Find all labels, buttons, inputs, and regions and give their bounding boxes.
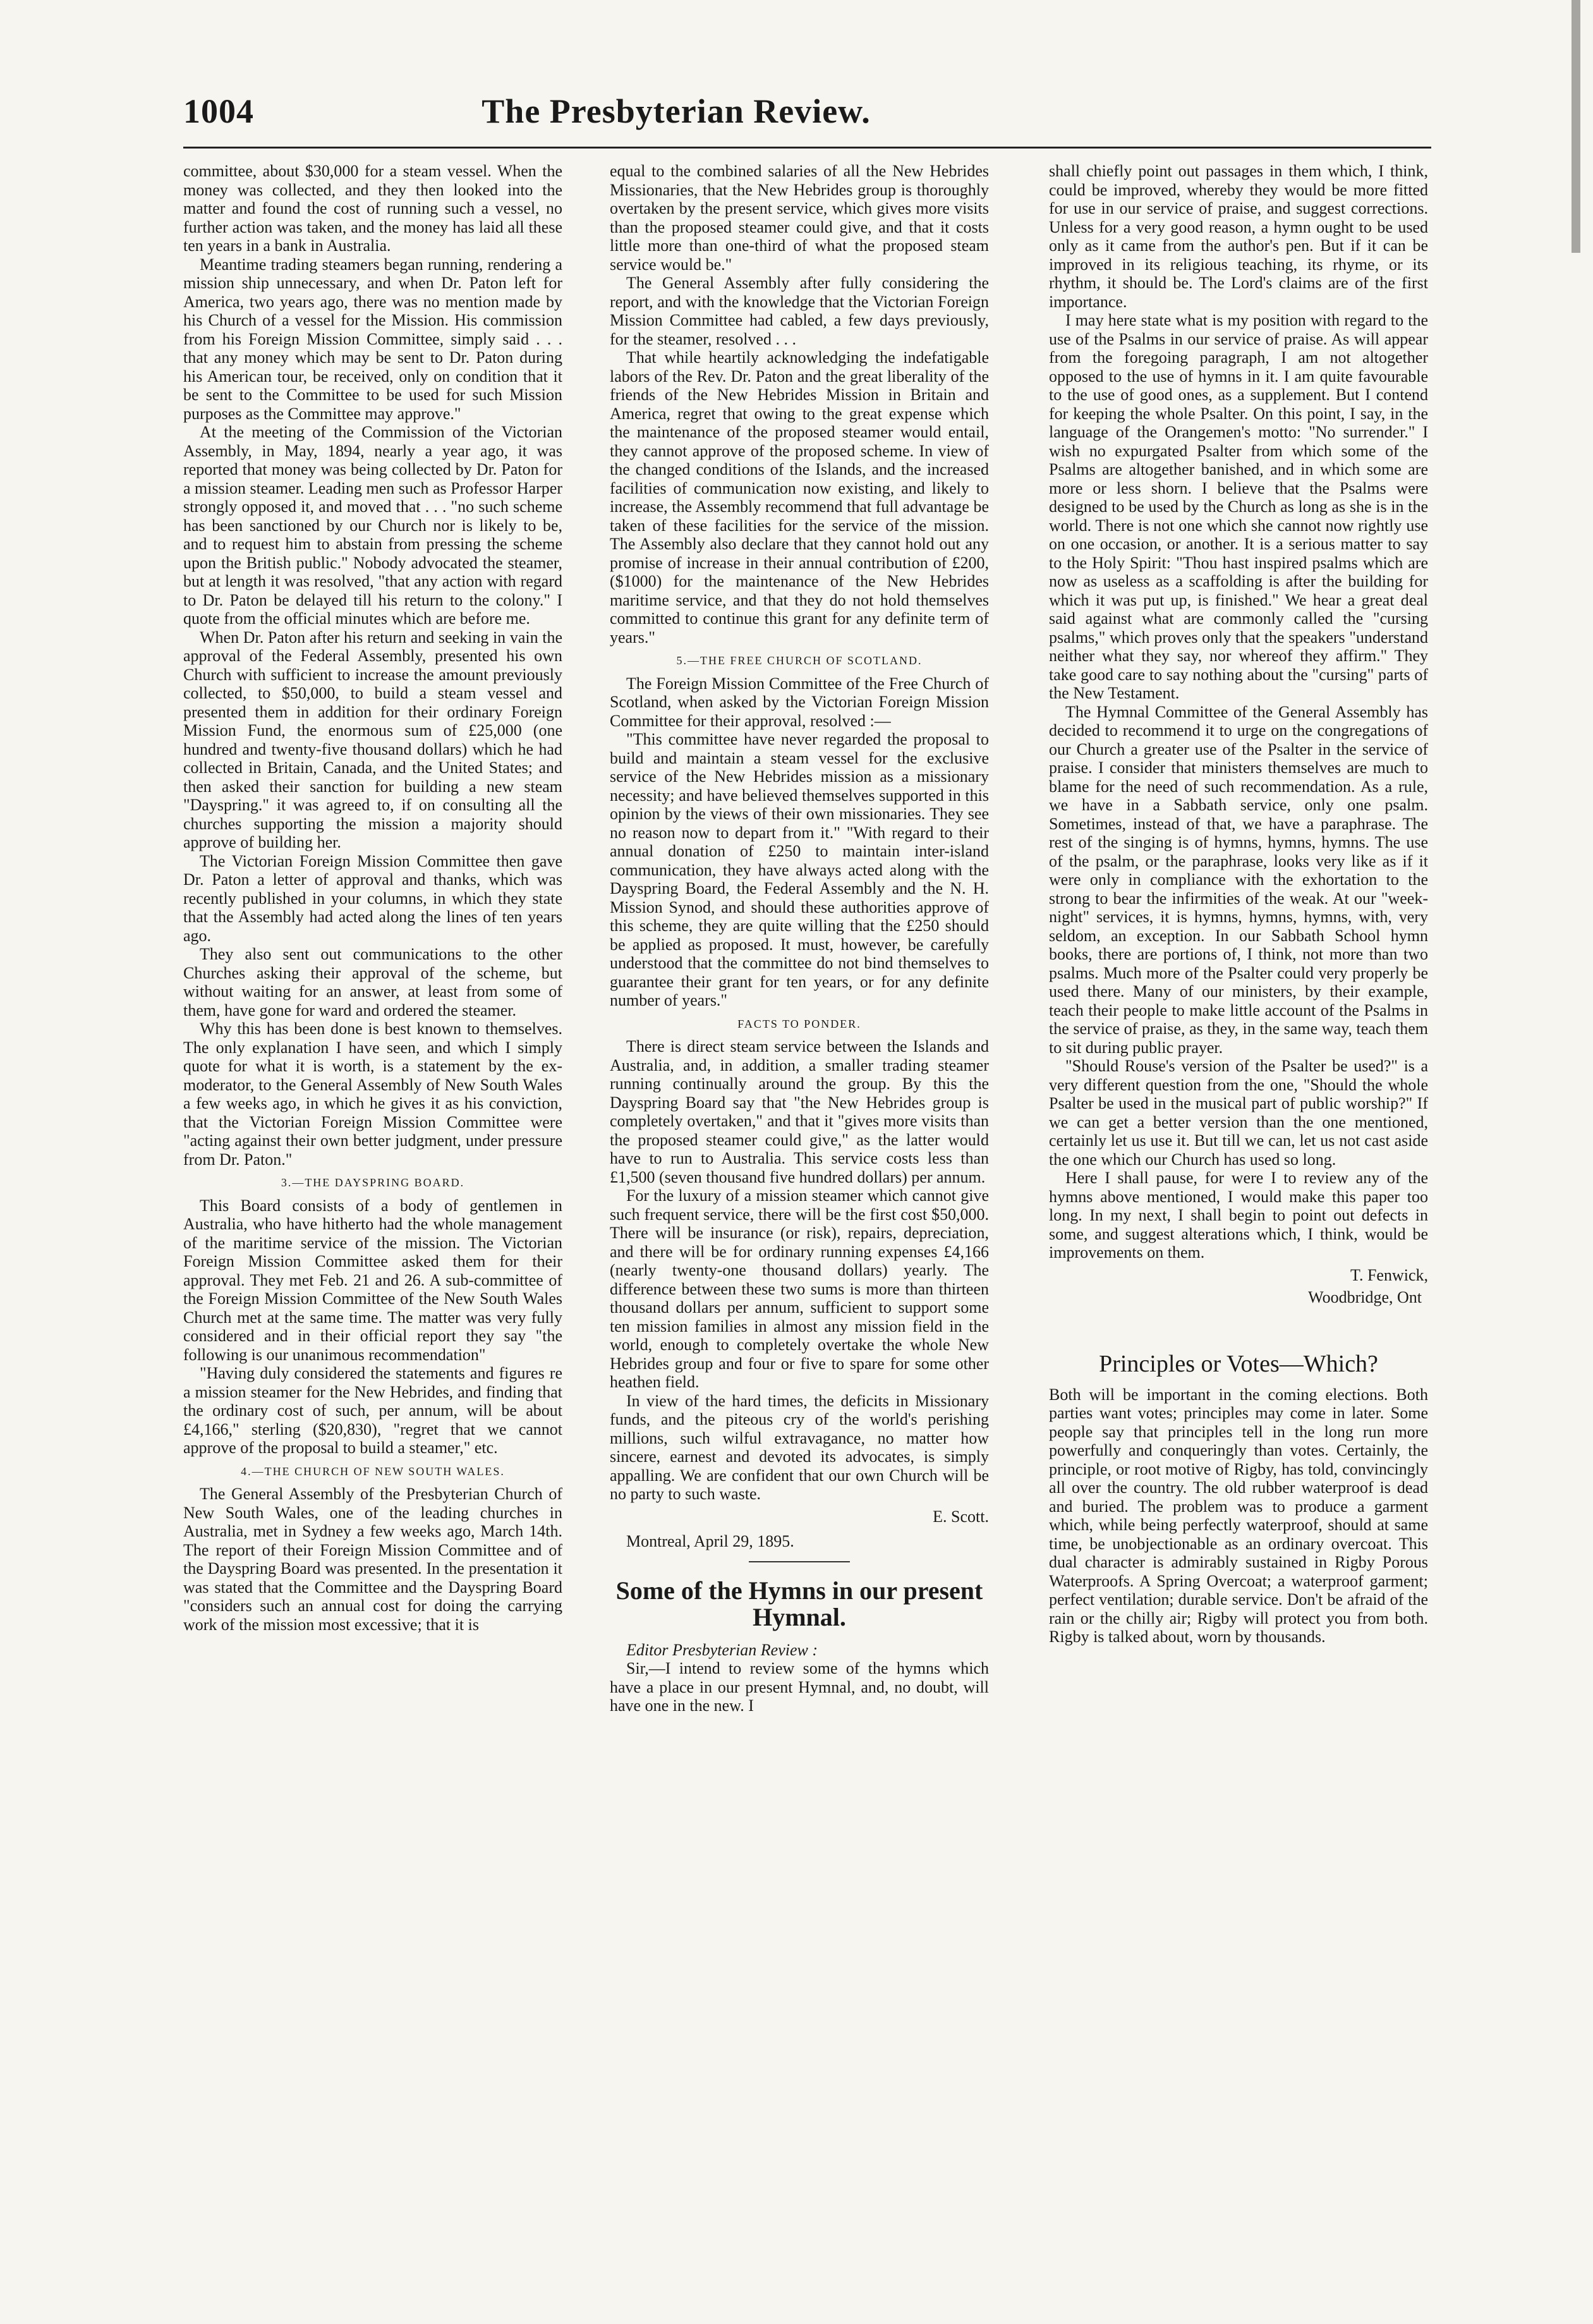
page-number: 1004 xyxy=(183,92,254,130)
section-heading: FACTS TO PONDER. xyxy=(737,1017,861,1030)
article-title: Some of the Hymns in our present Hymnal. xyxy=(615,1576,983,1631)
paragraph: I may here state what is my position with regard to the use of the Psalms in our service of praise. As will appear from the foregoing paragraph, I am not altogether opposed to the use of hymns in it. I am quite favourable to the use of good ones, as a supplement. But I contend for keeping the whole Psalter. On this point, I say, in the language of the Orangemen's motto: "No surrender." I wish no expurgated Psalter from which some of the Psalms are altogether banished, and in which some are more or less shorn. I believe that the Psalms were designed to be used by the Church as long as she is in the world. There is not one which she cannot now rightly use on one occasion, or another. It is a serious matter to say to the Holy Spirit: "Thou hast inspired psalms which are now as useless as a scaffolding is after the building for which it was put up, is finished." We hear a great deal said against what are commonly called the "cursing psalms," which proves only that the speakers "understand neither what they say, nor whereof they affirm." They take good care to say nothing about the "cursing" parts of the New Testament. xyxy=(1049,311,1428,702)
dateline: Montreal, April 29, 1895. xyxy=(626,1532,794,1550)
page-edge-mark xyxy=(1572,0,1580,253)
paragraph: That while heartily acknowledging the indefatigable labors of the Rev. Dr. Paton and the great liberality of the friends of the New Hebrides Mission in Britain and America, regret that owing to the great expense which the maintenance of the proposed steamer would entail, they cannot approve of the proposed scheme. In view of the changed conditions of the Islands, and the increased facilities of communication now existing, and likely to increase, the Assembly recommend that full advantage be taken of these facilities for the service of the mission. The Assembly also declare that they cannot hold out any promise of increase in their annual contribution of £200, ($1000) for the maintenance of the New Hebrides maritime service, and that they do not hold themselves committed to continue this grant for any definite term of years." xyxy=(610,348,989,647)
signature: E. Scott. xyxy=(933,1507,989,1526)
paragraph: The General Assembly after fully considering the report, and with the knowledge that the Victorian Foreign Mission Committee had cabled, a few days previously, for the steamer, resolved . . . xyxy=(610,274,989,348)
header-rule xyxy=(183,147,1431,149)
column-1 xyxy=(183,162,562,1634)
paragraph: At the meeting of the Commission of the Victorian Assembly, in May, 1894, nearly a year ago, it was reported that money was being collected by Dr. Paton for a mission steamer. Leading men such as Professor Harper strongly opposed it, and moved that . . . "no such scheme has been sanctioned by our Church nor is likely to be, and to request him to abstain from pressing the scheme upon the British public." Nobody advocated the steamer, but at length it was resolved, "that any action with regard to Dr. Paton be delayed till his return to the colony." I quote from the official minutes which are before me. xyxy=(183,423,563,628)
signature: T. Fenwick, xyxy=(1350,1265,1428,1284)
section-heading: 4.—THE CHURCH OF NEW SOUTH WALES. xyxy=(241,1464,505,1478)
page-header xyxy=(183,92,1169,142)
paragraph: The Victorian Foreign Mission Committee then gave Dr. Paton a letter of approval and thanks, which was recently published in your columns, in which they state that the Assembly had acted along the lines of ten years ago. xyxy=(183,851,562,945)
editor-salutation: Editor Presbyterian Review : xyxy=(626,1640,818,1659)
paragraph: In view of the hard times, the deficits in Missionary funds, and the piteous cry of the world's perishing millions, such wilful extravagance, no matter how sincere, earnest and devoted its advocates, is simply appalling. We are confident that our own Church will be no party to such waste. xyxy=(610,1391,989,1503)
paragraph: The Foreign Mission Committee of the Free Church of Scotland, when asked by the Victorian Foreign Mission Committee for their approval, resolved :— xyxy=(610,674,989,730)
paragraph: equal to the combined salaries of all the New Hebrides Missionaries, that the New Hebrides group is thoroughly overtaken by the present service, which gives more visits than the proposed steamer could give, and that it costs little more than one-third of what the proposed steam service would be." xyxy=(610,162,989,274)
signature-place: Woodbridge, Ont xyxy=(1308,1288,1422,1306)
paragraph: When Dr. Paton after his return and seeking in vain the approval of the Federal Assembly, presented his own Church with sufficient to increase the amount previously collected, to $50,000, to build a steam vessel and presented them in addition for their ordinary Foreign Mission Fund, the enormous sum of £25,000 (one hundred and twenty-five thousand dollars) which he had collected in Britain, Canada, and the United States; and then asked their sanction for building a new steam "Dayspring." it was agreed to, if on consulting all the churches supporting the mission a majority should approve of building her. xyxy=(183,628,562,851)
running-title: The Presbyterian Review. xyxy=(482,92,871,130)
paragraph: They also sent out communications to the other Churches asking their approval of the scheme, but without waiting for an answer, at least from some of them, have gone for ward and ordered the steamer. xyxy=(183,945,562,1019)
paragraph: "Should Rouse's version of the Psalter be used?" is a very different question from the one, "Should the whole Psalter be used in the musical part of public worship?" If we can get a better version than the one mentioned, certainly let us use it. But till we can, let us not cast aside the one which our Church has used so long. xyxy=(1049,1057,1428,1169)
divider xyxy=(749,1561,850,1562)
paragraph: shall chiefly point out passages in them which, I think, could be improved, whereby they would be more fitted for use in our service of praise, and suggest corrections. Unless for a very good reason, a hymn ought to be used only as it came from the author's pen. But if it can be improved in its religious teaching, its rhyme, or its rhythm, it should be. The Lord's claims are of the first importance. xyxy=(1049,162,1428,311)
paragraph: "This committee have never regarded the proposal to build and maintain a steam vessel for the exclusive service of the New Hebrides mission as a missionary necessity; and have believed themselves supported in this opinion by the views of their own missionaries. They see no reason now to depart from it." "With regard to their annual donation of £250 to maintain inter-island communication, they have always acted along with the Dayspring Board, the Federal Assembly and the N. H. Mission Synod, and should these authorities approve of this scheme, they are quite willing that the £250 should be applied as proposed. It must, however, be carefully understood that the committee do not bind themselves to guarantee their grant for ten years, or for any definite number of years." xyxy=(610,730,989,1009)
paragraph: Why this has been done is best known to themselves. The only explanation I have seen, and which I simply quote for what it is worth, is a statement by the ex-moderator, to the General Assembly of New South Wales a few weeks ago, in which he gives it as his conviction, that the Victorian Foreign Mission Committee were "acting against their own better judgment, under pressure from Dr. Paton." xyxy=(183,1019,562,1169)
paragraph: Here I shall pause, for were I to review any of the hymns above mentioned, I would make this paper too long. In my next, I shall begin to point out defects in some, and suggest alterations which, I think, would be improvements on them. xyxy=(1049,1169,1428,1262)
paragraph: This Board consists of a body of gentlemen in Australia, who have hitherto had the whole management of the maritime service of the mission. The Victorian Foreign Mission Committee asked them for their approval. They met Feb. 21 and 26. A sub-committee of the Foreign Mission Committee of the New South Wales Church met at the same time. The matter was very fully considered and in their official report they say "the following is our unanimous recommendation" xyxy=(183,1196,562,1364)
section-heading: 3.—THE DAYSPRING BOARD. xyxy=(281,1176,465,1189)
paragraph: Meantime trading steamers began running, rendering a mission ship unnecessary, and when Dr. Paton left for America, two years ago, there was no mention made by his Church of a vessel for the Mission. His commission from his Foreign Mission Committee, simply said . . . that any money which may be sent to Dr. Paton during his American tour, be received, only on condition that it be sent to the Committee to be used for such Mission purposes as the Committee may approve." xyxy=(183,255,562,423)
advertisement-text: Both will be important in the coming elections. Both parties want votes; principles may come in later. Some people say that principles tell in the long run more powerfully and conqueringly than votes. Certainly, the principle, or root motive of Rigby, has told, convincingly all over the country. The old rubber waterproof is dead and buried. The problem was to produce a garment which, while being perfectly waterproof, should at same time, be unobjectionable as an ordinary overcoat. This dual character is admirably sustained in Rigby Porous Waterproofs. A Spring Overcoat; a waterproof garment; perfect ventilation; durable service. Don't be afraid of the rain or the chilly air; Rigby will protect you from both. Rigby is talked about, worn by thousands. xyxy=(1049,1385,1428,1646)
paragraph: The Hymnal Committee of the General Assembly has decided to recommend it to urge on the congregations of our Church a greater use of the Psalter in the service of praise. I consider that ministers themselves are much to blame for the need of such recommendation. As a rule, we have in a Sabbath service, only one psalm. Sometimes, instead of that, we have a paraphrase. The rest of the singing is of hymns, hymns, hymns. The use of the psalm, or the paraphrase, looks very like as if it were only in compliance with the exhortation to the strong to bear the infirmities of the weak. At our "week-night" services, it is hymns, hymns, hymns, with, very seldom, an exception. In our Sabbath School hymn books, there are portions of, I think, not more than two psalms. Much more of the Psalter could very properly be used there. Many of our ministers, by their example, teach their people to make little account of the Psalms in the service of praise, as they, in the same way, teach them to sit during public prayer. xyxy=(1049,702,1428,1057)
advertisement-title: Principles or Votes—Which? xyxy=(1099,1350,1378,1377)
paragraph: The General Assembly of the Presbyterian Church of New South Wales, one of the leading churches in Australia, met in Sydney a few weeks ago, March 14th. The report of their Foreign Mission Committee and of the Dayspring Board was presented. In the presentation it was stated that the Committee and the Dayspring Board "considers such an annual cost for doing the carrying work of the mission most excessive; that it is xyxy=(183,1485,562,1634)
section-heading: 5.—THE FREE CHURCH OF SCOTLAND. xyxy=(676,654,923,667)
column-3 xyxy=(1049,162,1428,1646)
paragraph: There is direct steam service between the Islands and Australia, and, in addition, a smaller trading steamer running continually around the group. By this the Dayspring Board say that "the New Hebrides group is completely overtaken," and that it "gives more visits than the proposed steamer could give," as the latter would have to run to Australia. This service costs less than £1,500 (seven thousand five hundred dollars) per annum. xyxy=(610,1037,989,1186)
paragraph: committee, about $30,000 for a steam vessel. When the money was collected, and they then looked into the matter and found the cost of running such a vessel, no further action was taken, and the money has laid all these ten years in a bank in Australia. xyxy=(183,162,562,255)
paragraph: Sir,—I intend to review some of the hymns which have a place in our present Hymnal, and, no doubt, will have one in the new. I xyxy=(610,1659,989,1715)
paragraph: For the luxury of a mission steamer which cannot give such frequent service, there will be the first cost $50,000. There will be insurance (or risk), repairs, depreciation, and there will be for ordinary running expenses £4,166 (nearly twenty-one thousand dollars) yearly. The difference between these two sums is more than thirteen thousand dollars per annum, sufficient to support some ten mission families in almost any mission field in the world, enough to completely overtake the whole New Hebrides group and four or five to spare for some other heathen field. xyxy=(610,1186,989,1391)
column-2 xyxy=(610,162,989,1715)
paragraph: "Having duly considered the statements and figures re a mission steamer for the New Hebrides, and finding that the ordinary cost of such, per annum, will be about £4,166," sterling ($20,830), "regret that we cannot approve of the proposal to build a steamer," etc. xyxy=(183,1364,562,1457)
